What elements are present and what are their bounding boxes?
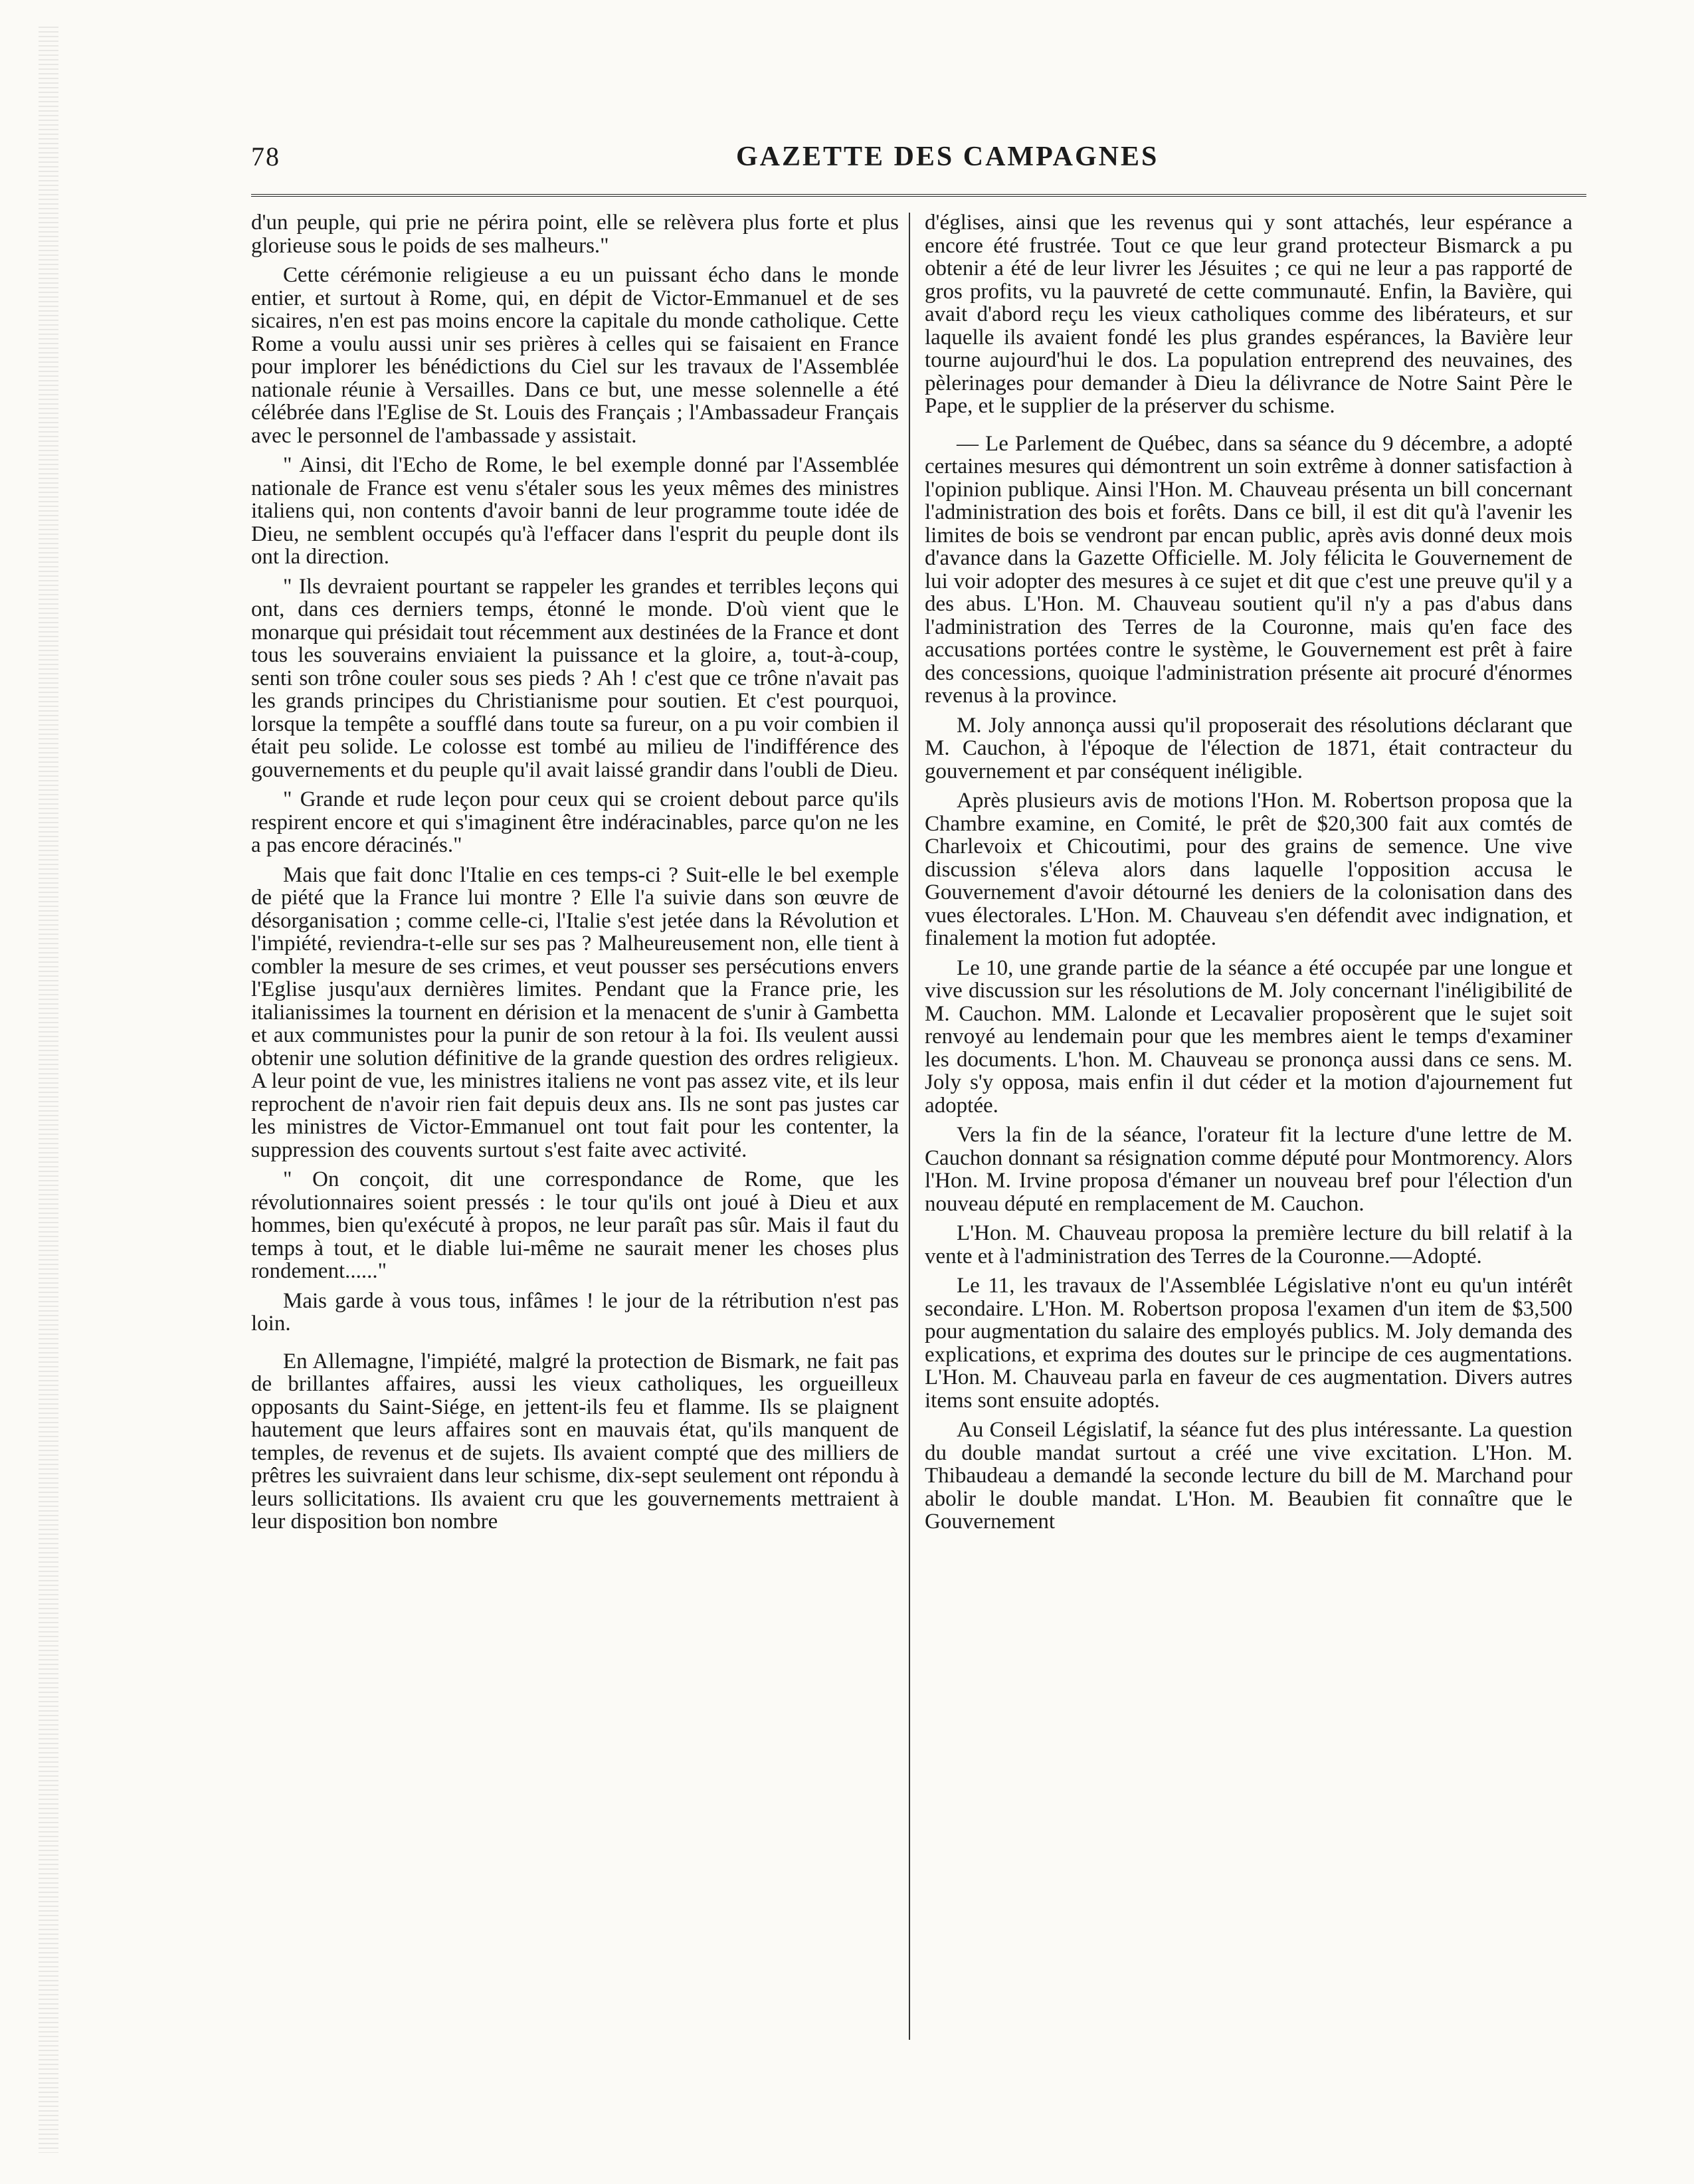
paragraph: Cette cérémonie religieuse a eu un puissant écho dans le monde entier, et surtout à Rome, qui, en dépit de Victor-Emmanuel et de ses sicaires, n'en est pas moins encore la capitale du monde catholique. Cette Rome a voulu aussi unir ses prières à celles qui se faisaient en France pour implorer les bénédictions du Ciel sur les travaux de l'Assemblée nationale réunie à Versailles. Dans ce but, une messe solennelle a été célébrée dans l'Eglise de St. Louis des Français ; l'Ambassadeur Français avec le personnel de l'ambassade y assistait. — [251, 263, 899, 448]
paragraph: Mais que fait donc l'Italie en ces temps-ci ? Suit-elle le bel exemple de piété que la France lui montre ? Elle l'a suivie dans son œuvre de désorganisation ; comme celle-ci, l'Italie s'est jetée dans la Révolution et l'impiété, reviendra-t-elle sur ses pas ? Malheureusement non, elle tient à combler la mesure de ses crimes, et veut pousser ses persécutions envers l'Eglise jusqu'aux dernières limites. Pendant que la France prie, les italianissimes la tournent en dérision et la menacent de s'unir à Gambetta et aux communistes pour la punir de son retour à la foi. Ils veulent aussi obtenir une solution définitive de la grande question des ordres religieux. A leur point de vue, les ministres italiens ne vont pas assez vite, et ils leur reprochent de n'avoir rien fait depuis deux ans. Ils ne sont pas justes car les ministres de Victor-Emmanuel ont tout fait pour les contenter, la suppression des couvents surtout s'est faite avec activité. — [251, 862, 899, 1162]
paragraph: L'Hon. M. Chauveau proposa la première lecture du bill relatif à la vente et à l'administration des Terres de la Couronne.—Adopté. — [925, 1221, 1572, 1268]
paragraph: d'églises, ainsi que les revenus qui y sont attachés, leur espérance a encore été frustrée. Tout ce que leur grand protecteur Bismarck a pu obtenir a été de leur livrer les Jésuites ; ce qui ne leur a pas rapporté de gros profits, vu la pauvreté de cette communauté. Enfin, la Bavière, qui avait d'abord reçu les vieux catholiques comme des libérateurs, et sur laquelle ils avaient fondé les plus grandes espérances, la Bavière leur tourne aujourd'hui le dos. La population entreprend des neuvaines, des pèlerinages pour demander à Dieu la délivrance de Notre Saint Père le Pape, et le supplier de la préserver du schisme. — [925, 211, 1572, 418]
journal-title: GAZETTE DES CAMPAGNES — [736, 142, 1159, 172]
page-number: 78 — [251, 142, 280, 171]
paragraph: M. Joly annonça aussi qu'il proposerait des résolutions déclarant que M. Cauchon, à l'époque de l'élection de 1871, était contracteur du gouvernement et par conséquent inéligible. — [925, 713, 1572, 783]
column-divider — [909, 213, 910, 2040]
paragraph: — Le Parlement de Québec, dans sa séance du 9 décembre, a adopté certaines mesures qui démontrent un soin extrême à donner satisfaction à l'opinion publique. Ainsi l'Hon. M. Chauveau présenta un bill concernant l'administration des bois et forêts. Dans ce bill, il est dit qu'à l'avenir les limites de bois se vendront par encan public, après avis donné deux mois d'avance dans la Gazette Officielle. M. Joly félicita le Gouvernement de lui voir adopter des mesures à ce sujet et dit que c'est une preuve qu'il y a des abus. L'Hon. M. Chauveau soutient qu'il n'y a pas d'abus dans l'administration des Terres de la Couronne, mais qu'en face des accusations portées contre le système, le Gouvernement est prêt à faire des concessions, quoique l'administration présente ait procuré d'énormes revenus à la province. — [925, 431, 1572, 708]
paragraph: Mais garde à vous tous, infâmes ! le jour de la rétribution n'est pas loin. — [251, 1288, 899, 1336]
paragraph: Le 11, les travaux de l'Assemblée Législative n'ont eu qu'un intérêt secondaire. L'Hon. M. Robertson proposa l'examen d'un item de $3,500 pour augmentation du salaire des employés publics. M. Joly demanda des explications, et exprima des doutes sur le principe de ces augmentations. L'Hon. M. Chauveau parla en faveur de ces augmentation. Divers autres items sont ensuite adoptés. — [925, 1274, 1572, 1413]
paragraph: " Ainsi, dit l'Echo de Rome, le bel exemple donné par l'Assemblée nationale de France est venu s'étaler sous les yeux mêmes des ministres italiens qui, non contents d'avoir banni de leur programme toute idée de Dieu, ne semblent occupés qu'à l'effacer dans l'esprit du peuple dont ils ont la direction. — [251, 453, 899, 569]
paragraph: " On conçoit, dit une correspondance de Rome, que les révolutionnaires soient pressés : le tour qu'ils ont joué à Dieu et aux hommes, bien qu'exécuté à propos, ne leur paraît pas sûr. Mais il faut du temps à tout, et le diable lui-même ne saurait mener les choses plus rondement......" — [251, 1167, 899, 1283]
paragraph: Vers la fin de la séance, l'orateur fit la lecture d'une lettre de M. Cauchon donnant sa résignation comme député pour Montmorency. Alors l'Hon. M. Irvine proposa d'émaner un nouveau bref pour l'élection d'un nouveau député en remplacement de M. Cauchon. — [925, 1123, 1572, 1216]
left-column — [251, 211, 899, 2045]
paragraph: d'un peuple, qui prie ne périra point, elle se relèvera plus forte et plus glorieuse sous le poids de ses malheurs." — [251, 211, 899, 258]
paragraph: " Ils devraient pourtant se rappeler les grandes et terribles leçons qui ont, dans ces derniers temps, étonné le monde. D'où vient que le monarque qui présidait tout récemment aux destinées de la France et dont tous les souverains enviaient la puissance et la gloire, a, tout-à-coup, senti son trône couler sous ses pieds ? Ah ! c'est que ce trône n'avait pas les grands principes du Christianisme pour soutien. Et c'est pourquoi, lorsque la tempête a soufflé dans toute sa fureur, on a pu voir combien il était peu solide. Le colosse est tombé au milieu de l'indifférence des gouvernements et du peuple qu'il avait laissé grandir dans l'oubli de Dieu. — [251, 574, 899, 782]
scan-edge-artifact — [39, 27, 58, 2153]
paragraph: Après plusieurs avis de motions l'Hon. M. Robertson proposa que la Chambre examine, en Comité, le prêt de $20,300 fait aux comtés de Charlevoix et Chicoutimi, pour des grains de semence. Une vive discussion s'éleva alors dans laquelle l'opposition accusa le Gouvernement d'avoir détourné les deniers de la colonisation dans des vues électorales. L'Hon. M. Chauveau s'en défendit avec indignation, et finalement la motion fut adoptée. — [925, 789, 1572, 950]
paragraph: " Grande et rude leçon pour ceux qui se croient debout parce qu'ils respirent encore et qui s'imaginent être indéracinables, parce qu'on ne les a pas encore déracinés." — [251, 787, 899, 857]
paragraph: En Allemagne, l'impiété, malgré la protection de Bismark, ne fait pas de brillantes affaires, aussi les vieux catholiques, les orgueilleux opposants du Saint-Siége, en jettent-ils feu et flamme. Ils se plaignent hautement que leurs affaires sont en mauvais état, qu'ils manquent de temples, de revenus et de sujets. Ils avaient compté que des milliers de prêtres les suivraient dans leur schisme, dix-sept seulement ont répondu à leurs sollicitations. Ils avaient cru que les gouvernements mettraient à leur disposition bon nombre — [251, 1349, 899, 1534]
header-rule — [251, 194, 1586, 197]
paragraph: Le 10, une grande partie de la séance a été occupée par une longue et vive discussion sur les résolutions de M. Joly concernant l'inéligibilité de M. Cauchon. MM. Lalonde et Lecavalier proposèrent que le sujet soit renvoyé au lendemain pour que les membres aient le temps d'examiner les documents. L'hon. M. Chauveau se prononça aussi dans ce sens. M. Joly s'y opposa, mais enfin il dut céder et la motion d'ajournement fut adoptée. — [925, 955, 1572, 1118]
page-header — [251, 141, 1586, 187]
right-column — [925, 211, 1572, 2045]
paragraph: Au Conseil Législatif, la séance fut des plus intéressante. La question du double mandat surtout a créé une vive excitation. L'Hon. M. Thibaudeau a demandé la seconde lecture du bill de M. Marchand pour abolir le double mandat. L'Hon. M. Beaubien fit connaître que le Gouvernement — [925, 1418, 1572, 1534]
